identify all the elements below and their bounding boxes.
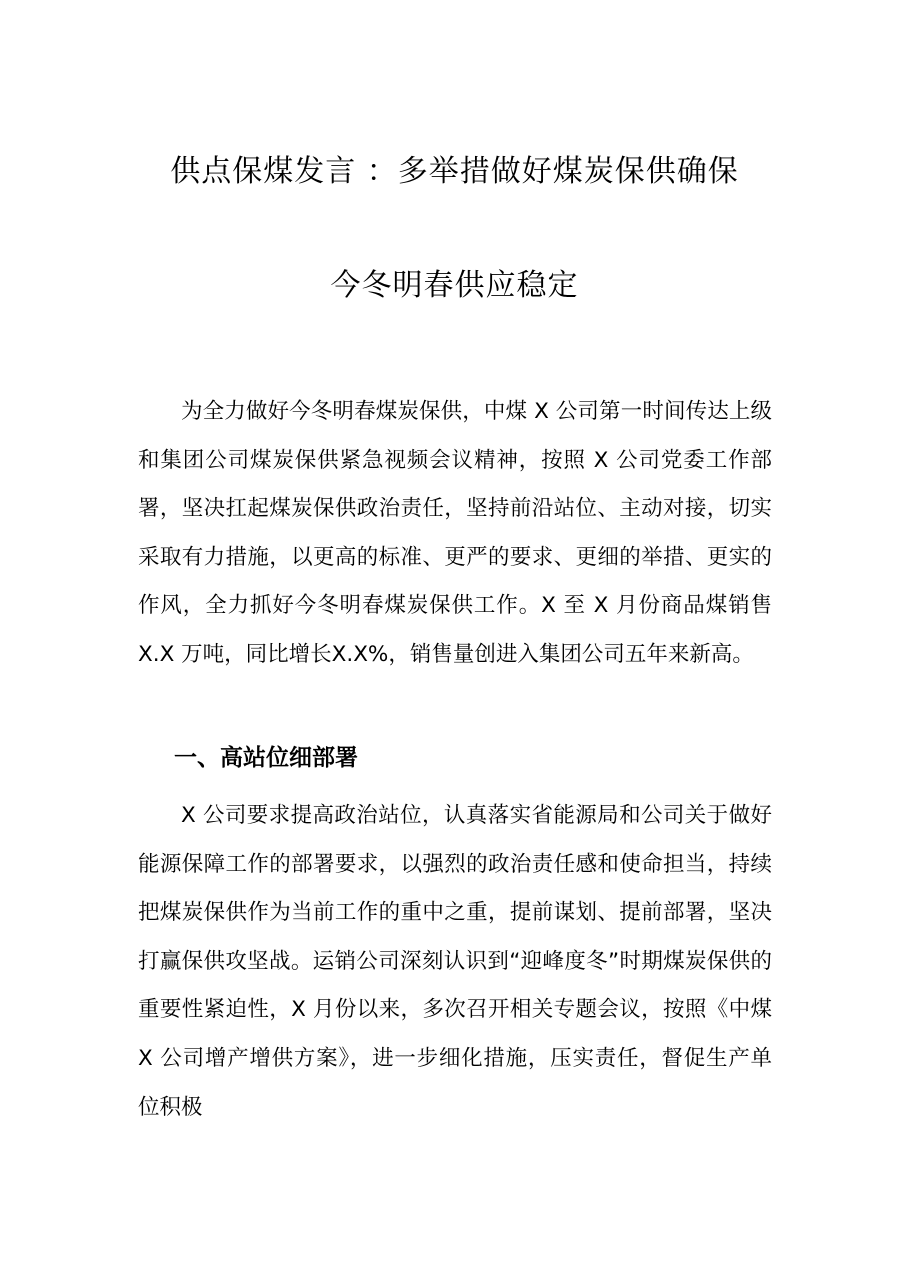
document-title-line-1: 供点保煤发言 ：多举措做好煤炭保供确保 [170,154,739,189]
section-heading-1: 一、高站位细部署 [174,745,358,771]
body-paragraph-1: 为全力做好今冬明春煤炭保供，中煤 X 公司第一时间传达上级和集团公司煤炭保供紧急视频会议精神，按照 X 公司党委工作部署，坚决扛起煤炭保供政治责任，坚持前沿站位、主动对接，切实采取有力措施，以更高的标准、更严的要求、更细的举措、更实的作风，全力抓好今冬明春煤炭保供工作。X 至 X 月份商品煤销售 X.X 万吨，同比增长X.X%，销售量创进入集团公司五年来新高。 [138,399,772,667]
body-paragraph-2: X 公司要求提高政治站位，认真落实省能源局和公司关于做好能源保障工作的部署要求，以强烈的政治责任感和使命担当，持续把煤炭保供作为当前工作的重中之重，提前谋划、提前部署，坚决打赢保供攻坚战。运销公司深刻认识到“迎峰度冬”时期煤炭保供的重要性紧迫性，X 月份以来，多次召开相关专题会议，按照《中煤 X 公司增产增供方案》，进一步细化措施，压实责任，督促生产单位积极 [138,803,772,1120]
document-title-line-2: 今冬明春供应稳定 [330,268,579,303]
